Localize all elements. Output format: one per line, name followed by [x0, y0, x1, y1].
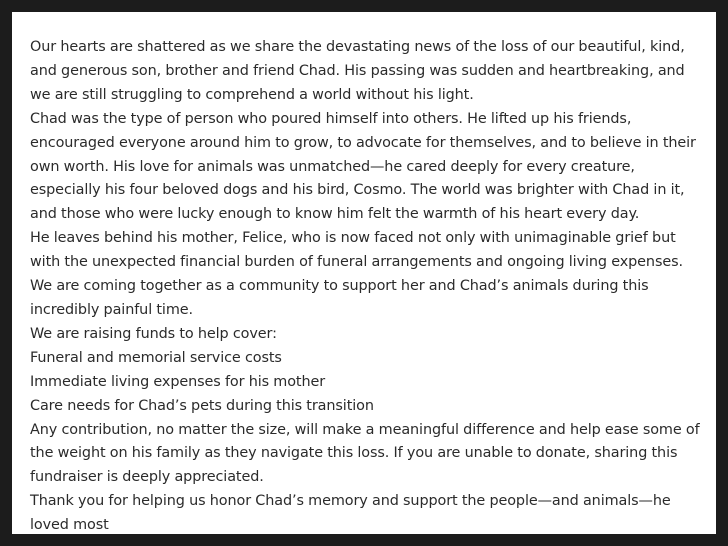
paragraph-thank-you: Thank you for helping us honor Chad’s memory and support the people—and animals—he loved most — [30, 493, 671, 534]
list-item-living-expenses: Immediate living expenses for his mother — [30, 373, 326, 390]
fundraiser-description — [30, 36, 706, 538]
fundraiser-text-card — [12, 12, 716, 534]
list-item-funeral-costs: Funeral and memorial service costs — [30, 349, 282, 366]
paragraph-contribution-appeal: Any contribution, no matter the size, will make a meaningful difference and help ease some of the weight on his family as they navigate this loss. If you are unable to donate, sharing this fundraiser is deeply appreciated. — [30, 421, 700, 486]
paragraph-funds-intro: We are raising funds to help cover: — [30, 325, 277, 342]
paragraph-family-burden: He leaves behind his mother, Felice, who is now faced not only with unimaginable grief but with the unexpected financial burden of funeral arrangements and ongoing living expenses. We are coming together as a community to support her and Chad’s animals during this incredibly painful time. — [30, 230, 683, 318]
list-item-pet-care: Care needs for Chad’s pets during this transition — [30, 397, 374, 414]
paragraph-loss-announcement: Our hearts are shattered as we share the devastating news of the loss of our beautiful, kind, and generous son, brother and friend Chad. His passing was sudden and heartbreaking, and we are still struggling to comprehend a world without his light. — [30, 39, 685, 103]
paragraph-about-chad: Chad was the type of person who poured himself into others. He lifted up his friends, encouraged everyone around him to grow, to advocate for themselves, and to believe in their own worth. His love for animals was unmatched—he cared deeply for every creature, especially his four beloved dogs and his bird, Cosmo. The world was brighter with Chad in it, and those who were lucky enough to know him felt the warmth of his heart every day. — [30, 110, 696, 223]
